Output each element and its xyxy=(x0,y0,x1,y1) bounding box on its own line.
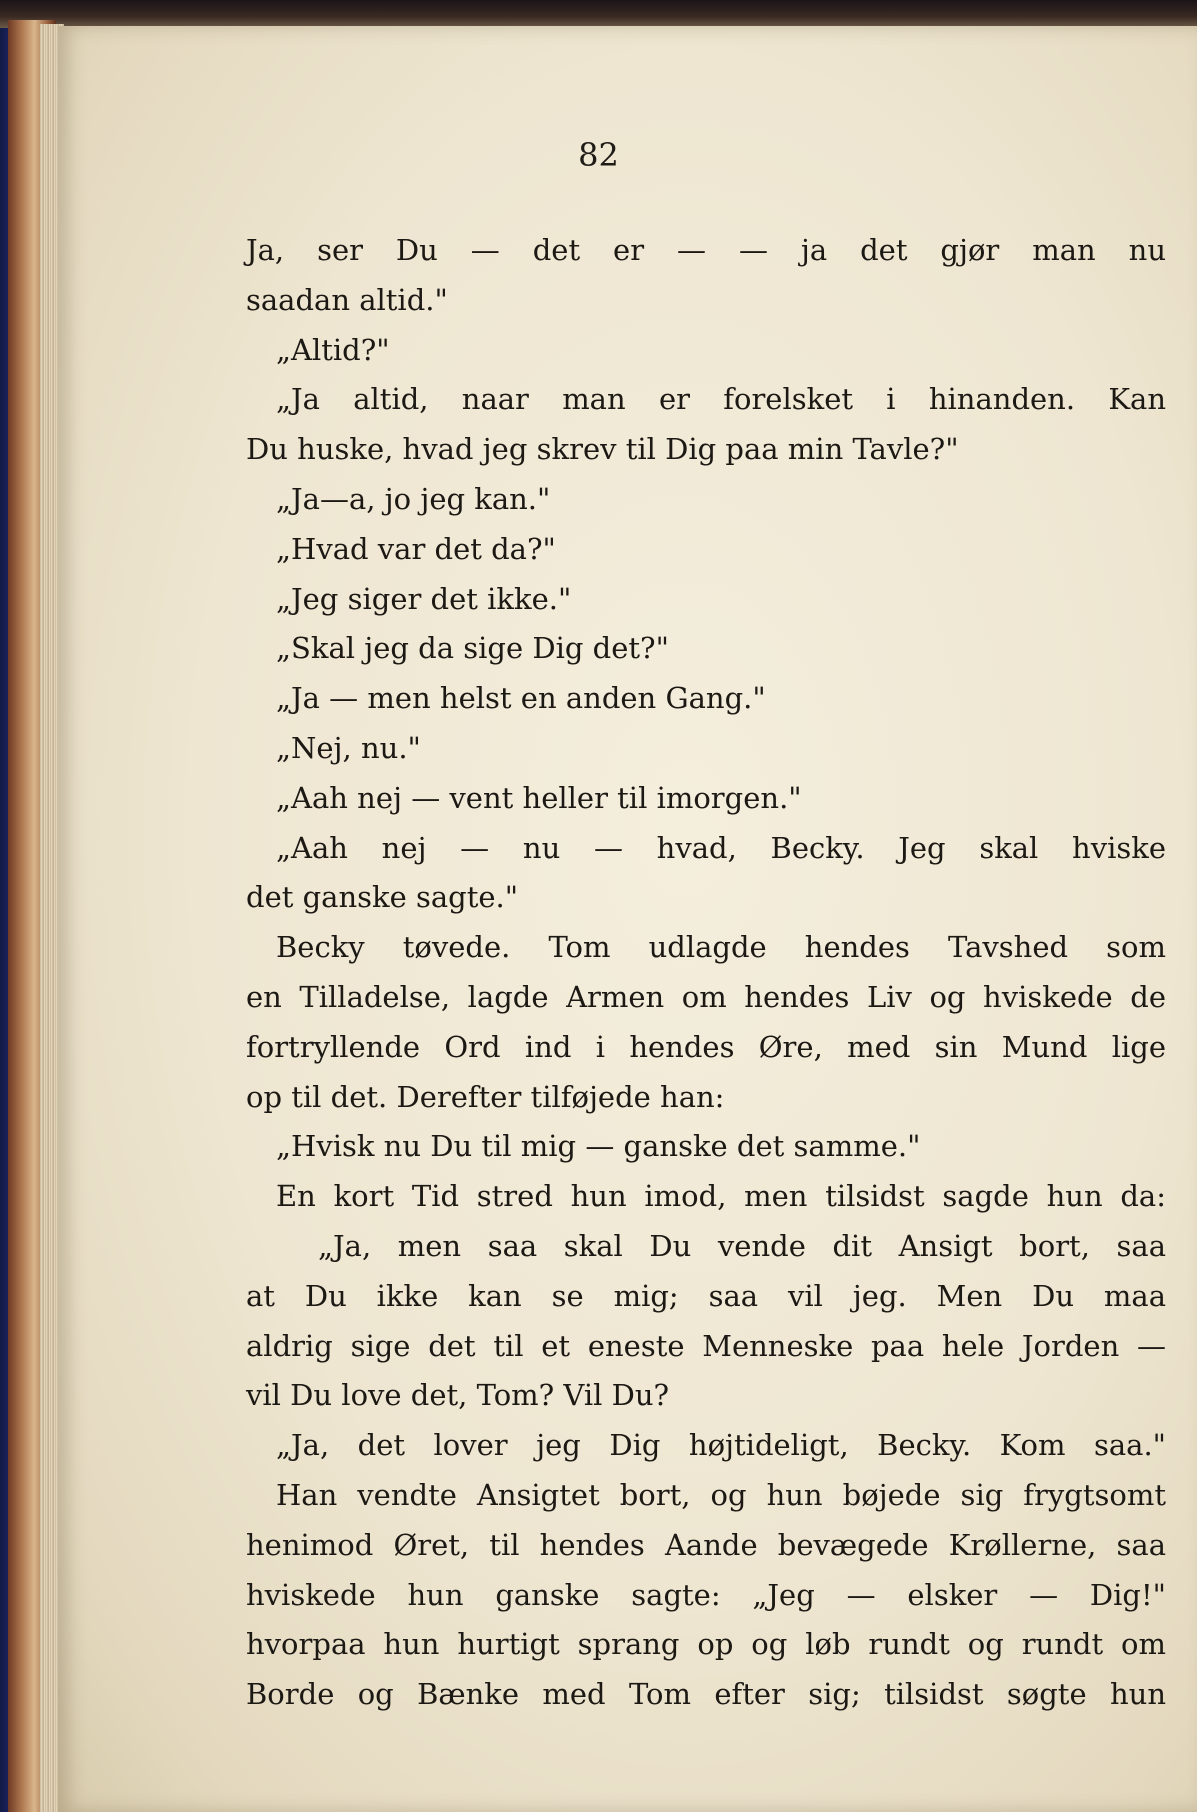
text-line: „Jeg siger det ikke." xyxy=(276,581,572,616)
text-line: op til det. Derefter tilføjede han: xyxy=(246,1079,725,1114)
text-line: Han vendte Ansigtet bort, og hun bøjede sig frygtsomt xyxy=(276,1477,1166,1512)
text-line: „Hvisk nu Du til mig — ganske det samme." xyxy=(276,1129,921,1164)
text-line: Ja, ser Du — det er — — ja det gjør man nu xyxy=(246,233,1166,267)
text-line: hvorpaa hun hurtigt sprang op og løb rundt og rundt om xyxy=(246,1627,1166,1662)
text-line: „Ja—a, jo jeg kan." xyxy=(276,481,551,516)
text-line: „Ja — men helst en anden Gang." xyxy=(276,681,766,716)
text-line: Borde og Bænke med Tom efter sig; tilsidst søgte hun xyxy=(246,1677,1166,1712)
book-page xyxy=(58,26,1197,1812)
text-line: „Hvad var det da?" xyxy=(276,531,556,566)
text-line: saadan altid." xyxy=(246,282,448,317)
text-line: En kort Tid stred hun imod, men tilsidst sagde hun da: xyxy=(276,1179,1166,1214)
text-line: „Aah nej — vent heller til imorgen." xyxy=(276,780,802,815)
text-line: henimod Øret, til hendes Aande bevægede Krøllerne, saa xyxy=(246,1527,1166,1562)
text-line: at Du ikke kan se mig; saa vil jeg. Men Du maa xyxy=(246,1278,1166,1313)
text-line: fortryllende Ord ind i hendes Øre, med sin Mund lige xyxy=(246,1029,1166,1064)
text-line: en Tilladelse, lagde Armen om hendes Liv og hviskede de xyxy=(246,979,1166,1014)
text-line: „Ja, men saa skal Du vende dit Ansigt bort, saa xyxy=(318,1228,1166,1263)
text-line: vil Du love det, Tom? Vil Du? xyxy=(246,1378,670,1413)
text-line: hviskede hun ganske sagte: „Jeg — elsker — Dig!" xyxy=(246,1577,1166,1612)
text-line: „Ja, det lover jeg Dig højtideligt, Becky. Kom saa." xyxy=(276,1428,1166,1463)
text-line: Du huske, hvad jeg skrev til Dig paa min Tavle?" xyxy=(246,432,959,467)
text-line: „Altid?" xyxy=(276,332,390,367)
page-text xyxy=(246,226,1166,1720)
text-line: det ganske sagte." xyxy=(246,880,519,915)
text-line: „Skal jeg da sige Dig det?" xyxy=(276,631,669,666)
text-line: aldrig sige det til et eneste Menneske paa hele Jorden — xyxy=(246,1328,1166,1363)
text-line: Becky tøvede. Tom udlagde hendes Tavshed som xyxy=(276,930,1166,965)
text-line: „Nej, nu." xyxy=(276,730,421,765)
background-top-edge xyxy=(0,0,1197,28)
text-line: „Ja altid, naar man er forelsket i hinanden. Kan xyxy=(276,382,1166,417)
page-number: 82 xyxy=(578,136,619,174)
text-line: „Aah nej — nu — hvad, Becky. Jeg skal hviske xyxy=(276,830,1166,865)
